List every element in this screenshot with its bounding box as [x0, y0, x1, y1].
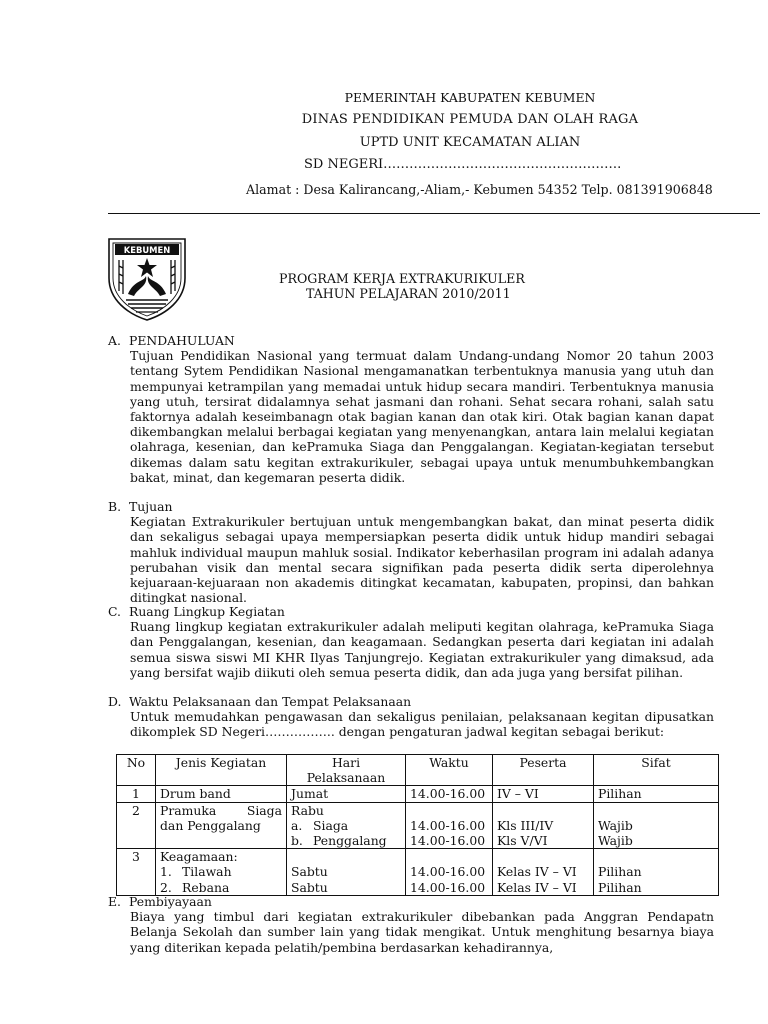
col-header-sifat: Sifat — [594, 755, 719, 786]
cell-hari: Jumat — [287, 786, 406, 802]
sub-peserta: Kelas IV – VI — [497, 864, 577, 880]
cell-jenis — [156, 802, 287, 849]
sub-label: Penggalang — [313, 833, 387, 849]
cell-jenis — [156, 849, 287, 896]
section-heading: Waktu Pelaksanaan dan Tempat Pelaksanaan — [129, 694, 412, 709]
sub-sifat: Wajib — [598, 817, 633, 833]
sub-marker: b. — [291, 833, 303, 849]
cell-no: 2 — [117, 802, 156, 849]
program-year: TAHUN PELAJARAN 2010/2011 — [306, 286, 511, 301]
table-row — [117, 849, 719, 896]
cell-peserta — [493, 802, 594, 849]
sub-sifat: Pilihan — [598, 864, 642, 880]
sub-sifat: Wajib — [598, 833, 633, 849]
cell-no: 3 — [117, 849, 156, 896]
cell-hari-text: Rabu — [291, 802, 324, 818]
section-heading: Tujuan — [129, 499, 173, 514]
cell-sifat — [594, 802, 719, 849]
section-pembiyayaan — [108, 894, 714, 955]
schedule-table — [116, 754, 719, 896]
sub-waktu: 14.00-16.00 — [410, 864, 486, 880]
section-heading: Ruang Lingkup Kegiatan — [129, 604, 285, 619]
sub-marker: 1. — [160, 864, 172, 880]
col-header-jenis: Jenis Kegiatan — [156, 755, 287, 786]
sub-marker: 2. — [160, 879, 172, 895]
cell-sifat — [594, 849, 719, 896]
cell-hari — [287, 802, 406, 849]
header-unit: UPTD UNIT KECAMATAN ALIAN — [359, 135, 581, 150]
cell-waktu — [406, 849, 493, 896]
section-letter: E. — [108, 894, 121, 909]
cell-jenis-text: Keagamaan: — [160, 849, 238, 865]
table-row — [117, 786, 719, 802]
sub-peserta: Kelas IV – VI — [497, 879, 577, 895]
section-letter: A. — [108, 333, 121, 348]
program-title: PROGRAM KERJA EXTRAKURIKULER — [279, 271, 525, 286]
col-header-peserta: Peserta — [493, 755, 594, 786]
sub-peserta: Kls V/VI — [497, 833, 548, 849]
sub-hari: Sabtu — [291, 879, 328, 895]
col-header-no: No — [117, 755, 156, 786]
cell-hari — [287, 849, 406, 896]
table-row — [117, 802, 719, 849]
cell-sifat: Pilihan — [594, 786, 719, 802]
section-text: Untuk memudahkan pengawasan dan sekaligus penilaian, pelaksanaan kegitan dipusatkan dikomplek SD Negeri…………….. dengan pengaturan jadwal kegitan sebagai berikut: — [130, 709, 714, 740]
sub-peserta: Kls III/IV — [497, 817, 554, 833]
kebumen-coat-of-arms-icon — [106, 236, 188, 322]
header-address: Alamat : Desa Kalirancang,-Aliam,- Kebumen 54352 Telp. 081391906848 — [246, 182, 713, 197]
header-school: SD NEGERI………………………………………………. — [304, 157, 622, 172]
section-text: Tujuan Pendidikan Nasional yang termuat dalam Undang-undang Nomor 20 tahun 2003 tentang Sytem Pendidikan Nasional mengamanatkan terbentuknya manusia yang utuh dan mempunyai ketrampilan yang memadai untuk hidup secara mandiri. Terbentuknya manusia yang utuh, tersirat didalamnya sehat jasmani dan rohani. Sehat secara rohani, salah satu faktornya adalah keseimbanagn otak bagian kanan dan otak kiri. Otak bagian kanan dapat dikembangkan melalui berbagai kegiatan yang menyenangkan, antara lain melalui kegiatan olahraga, kesenian, dan kePramuka Siaga dan Penggalangan. Kegiatan-kegiatan tersebut dikemas dalam satu kegitan extrakurikuler, sebagai upaya untuk menumbuhkembangkan bakat, minat, dan kegemaran peserta didik. — [130, 348, 714, 485]
sub-hari: Sabtu — [291, 864, 328, 880]
sub-waktu: 14.00-16.00 — [410, 879, 486, 895]
section-letter: C. — [108, 604, 121, 619]
section-heading: PENDAHULUAN — [129, 333, 235, 348]
cell-waktu: 14.00-16.00 — [406, 786, 493, 802]
section-text: Ruang lingkup kegiatan extrakurikuler adalah meliputi kegitan olahraga, kePramuka Siaga dan Penggalangan, kesenian, dan keagamaan. Sedangkan peserta dari kegiatan ini adalah semua siswa siswi MI KHR Ilyas Tanjungrejo. Kegiatan extrakurikuler yang dimaksud, ada yang bersifat wajib diikuti oleh semua peserta didik, dan ada juga yang bersifat pilihan. — [130, 619, 714, 680]
header-divider — [108, 213, 760, 214]
cell-no: 1 — [117, 786, 156, 802]
cell-peserta — [493, 849, 594, 896]
col-header-waktu: Waktu — [406, 755, 493, 786]
section-heading: Pembiyayaan — [129, 894, 212, 909]
sub-waktu: 14.00-16.00 — [410, 817, 486, 833]
table-header-row — [117, 755, 719, 786]
sub-waktu: 14.00-16.00 — [410, 833, 486, 849]
cell-waktu — [406, 802, 493, 849]
section-letter: D. — [108, 694, 122, 709]
section-waktu-pelaksanaan — [108, 694, 714, 740]
sub-label: Tilawah — [182, 864, 232, 880]
sub-label: Rebana — [182, 879, 230, 895]
section-ruang-lingkup — [108, 604, 714, 680]
header-government: PEMERINTAH KABUPATEN KEBUMEN — [344, 90, 596, 105]
header-department: DINAS PENDIDIKAN PEMUDA DAN OLAH RAGA — [301, 112, 639, 127]
section-text: Kegiatan Extrakurikuler bertujuan untuk mengembangkan bakat, dan minat peserta didik dan sekaligus sebagai upaya mempersiapkan peserta didik untuk hidup mandiri sebagai mahluk individual maupun mahluk sosial. Indikator keberhasilan program ini adalah adanya perubahan visik dan mental secara signifikan pada peserta didik serta diperolehnya kejuaraan-kejuaraan non akademis ditingkat kecamatan, kabupaten, propinsi, dan bahkan ditingkat nasional. — [130, 514, 714, 606]
section-tujuan — [108, 499, 714, 605]
col-header-hari: Hari Pelaksanaan — [287, 755, 406, 786]
section-pendahuluan — [108, 333, 714, 485]
section-letter: B. — [108, 499, 122, 514]
section-text: Biaya yang timbul dari kegiatan extrakurikuler dibebankan pada Anggran Pendapatn Belanja Sekolah dan sumber lain yang tidak mengikat. Untuk menghitung besarnya biaya yang diterikan kepada pelatih/pembina berdasarkan kehadirannya, — [130, 909, 714, 955]
sub-label: Siaga — [313, 817, 349, 833]
logo-text: KEBUMEN — [123, 245, 171, 255]
sub-sifat: Pilihan — [598, 879, 642, 895]
cell-jenis: Drum band — [156, 786, 287, 802]
sub-marker: a. — [291, 817, 303, 833]
cell-peserta: IV – VI — [493, 786, 594, 802]
cell-jenis-text: Pramuka Siaga dan Penggalang — [160, 802, 282, 833]
